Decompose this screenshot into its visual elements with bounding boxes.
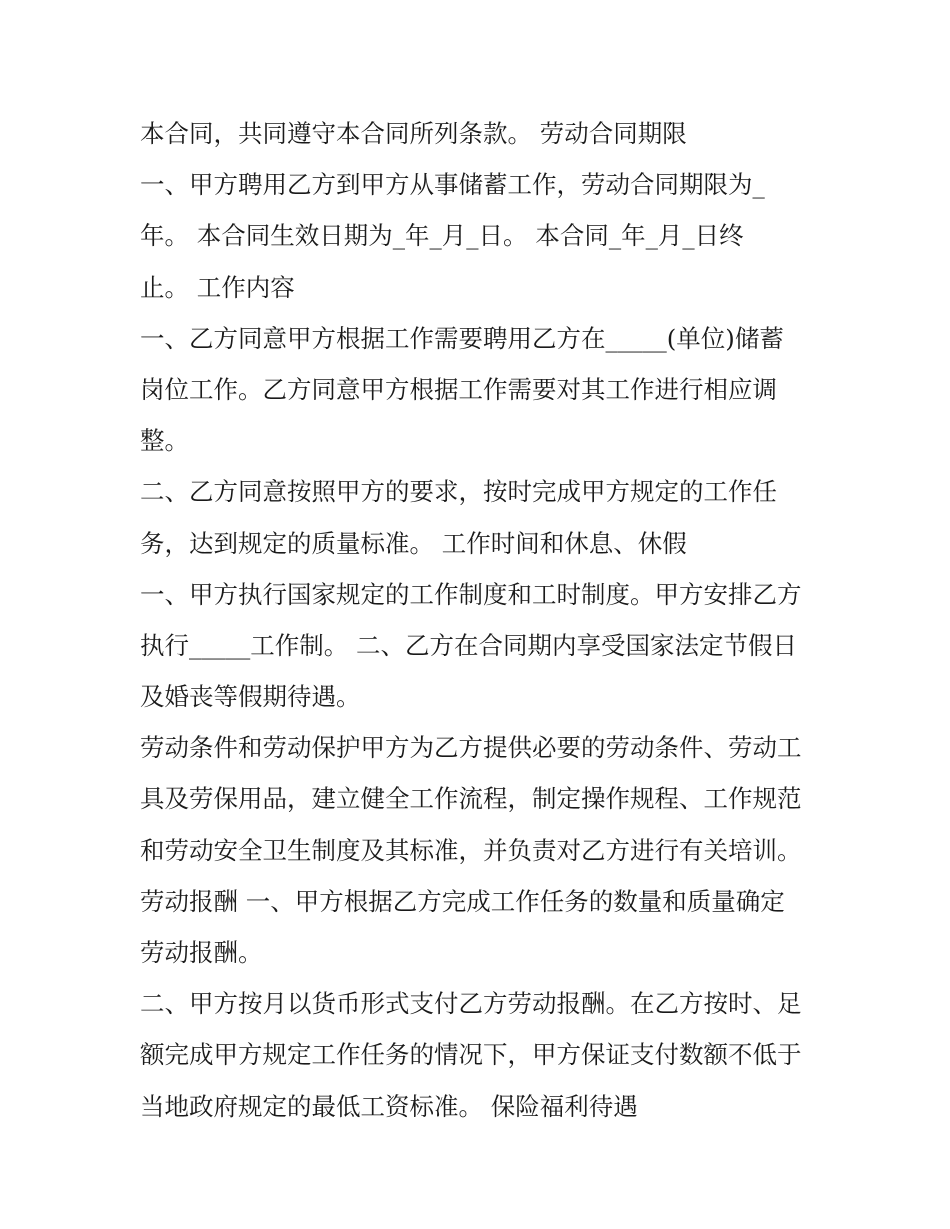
text-line: 务，达到规定的质量标准。 工作时间和休息、休假 bbox=[140, 528, 687, 558]
text-line: 劳动条件和劳动保护甲方为乙方提供必要的劳动条件、劳动工 bbox=[140, 733, 802, 763]
text-line: 一、甲方执行国家规定的工作制度和工时制度。甲方安排乙方 bbox=[140, 579, 802, 609]
text-line: 止。 工作内容 bbox=[140, 272, 295, 302]
text-line: 本合同，共同遵守本合同所列条款。 劳动合同期限 bbox=[140, 119, 687, 148]
text-line: 具及劳保用品，建立健全工作流程，制定操作规程、工作规范 bbox=[140, 784, 802, 814]
text-line: 劳动报酬 一、甲方根据乙方完成工作任务的数量和质量确定 bbox=[140, 886, 785, 916]
text-line: 一、甲方聘用乙方到甲方从事储蓄工作，劳动合同期限为_ bbox=[140, 170, 765, 200]
text-line: 二、乙方同意按照甲方的要求，按时完成甲方规定的工作任 bbox=[140, 477, 777, 507]
text-line: 当地政府规定的最低工资标准。 保险福利待遇 bbox=[140, 1091, 638, 1121]
text-line: 一、乙方同意甲方根据工作需要聘用乙方在_____(单位)储蓄 bbox=[140, 323, 784, 353]
text-line: 及婚丧等假期待遇。 bbox=[140, 682, 361, 712]
text-line: 岗位工作。乙方同意甲方根据工作需要对其工作进行相应调 bbox=[140, 374, 777, 404]
contract-body-text bbox=[140, 108, 830, 1132]
text-line: 执行_____工作制。 二、乙方在合同期内享受国家法定节假日 bbox=[140, 630, 798, 660]
text-line: 劳动报酬。 bbox=[140, 938, 263, 967]
text-line: 额完成甲方规定工作任务的情况下，甲方保证支付数额不低于 bbox=[140, 1040, 802, 1070]
text-line: 年。 本合同生效日期为_年_月_日。 本合同_年_月_日终 bbox=[140, 221, 744, 251]
text-line: 和劳动安全卫生制度及其标准，并负责对乙方进行有关培训。 bbox=[140, 835, 802, 865]
text-line: 二、甲方按月以货币形式支付乙方劳动报酬。在乙方按时、足 bbox=[140, 989, 802, 1019]
text-line: 整。 bbox=[140, 426, 189, 456]
